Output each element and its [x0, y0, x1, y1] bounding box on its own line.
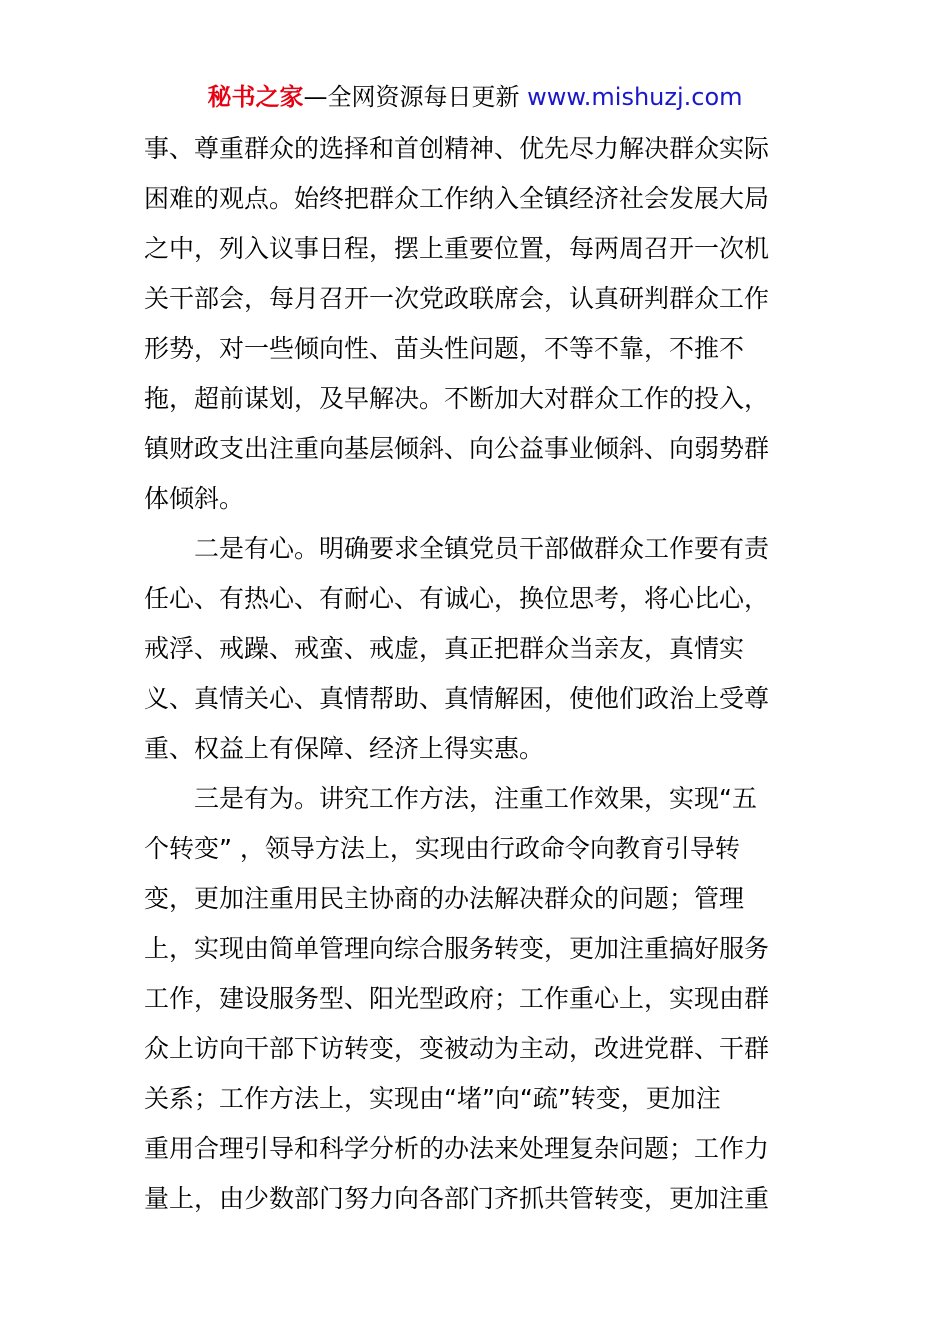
text-line: 重、权益上有保障、经济上得实惠。 — [144, 734, 545, 763]
text-line: 上，实现由简单管理向综合服务转变，更加注重搞好服务 — [144, 934, 770, 963]
paragraph-start-line: 三是有为。讲究工作方法，注重工作效果，实现“五 — [194, 784, 757, 813]
site-url-link[interactable]: www.mishuzj.com — [527, 83, 743, 111]
text-line: 重用合理引导和科学分析的办法来处理复杂问题；工作力 — [144, 1134, 770, 1163]
text-line: 众上访向干部下访转变，变被动为主动，改进党群、干群 — [144, 1034, 770, 1063]
text-line: 形势，对一些倾向性、苗头性问题，不等不靠，不推不 — [144, 334, 745, 363]
text-line: 关系；工作方法上，实现由“堵”向“疏”转变，更加注 — [144, 1084, 721, 1113]
text-line: 之中，列入议事日程，摆上重要位置，每两周召开一次机 — [144, 234, 770, 263]
site-brand: 秘书之家 — [207, 83, 304, 111]
text-line: 关干部会，每月召开一次党政联席会，认真研判群众工作 — [144, 284, 770, 313]
site-tagline: —全网资源每日更新 — [303, 83, 520, 111]
paragraph-start-line: 二是有心。明确要求全镇党员干部做群众工作要有责 — [194, 534, 770, 563]
text-line: 体倾斜。 — [144, 484, 245, 513]
text-line: 拖，超前谋划，及早解决。不断加大对群众工作的投入， — [144, 384, 770, 413]
text-line: 工作，建设服务型、阳光型政府；工作重心上，实现由群 — [144, 984, 770, 1013]
text-line: 镇财政支出注重向基层倾斜、向公益事业倾斜、向弱势群 — [144, 434, 770, 463]
site-header — [0, 80, 950, 114]
text-line: 事、尊重群众的选择和首创精神、优先尽力解决群众实际 — [144, 134, 770, 163]
text-line: 变，更加注重用民主协商的办法解决群众的问题；管理 — [144, 884, 745, 913]
text-line: 个转变” ，领导方法上，实现由行政命令向教育引导转 — [144, 834, 740, 863]
text-line: 义、真情关心、真情帮助、真情解困，使他们政治上受尊 — [144, 684, 770, 713]
text-line: 戒浮、戒躁、戒蛮、戒虚，真正把群众当亲友，真情实 — [144, 634, 745, 663]
text-line: 量上，由少数部门努力向各部门齐抓共管转变，更加注重 — [144, 1184, 770, 1213]
text-line: 任心、有热心、有耐心、有诚心，换位思考，将心比心， — [144, 584, 770, 613]
text-line: 困难的观点。始终把群众工作纳入全镇经济社会发展大局 — [144, 184, 770, 213]
document-body — [144, 124, 814, 1224]
